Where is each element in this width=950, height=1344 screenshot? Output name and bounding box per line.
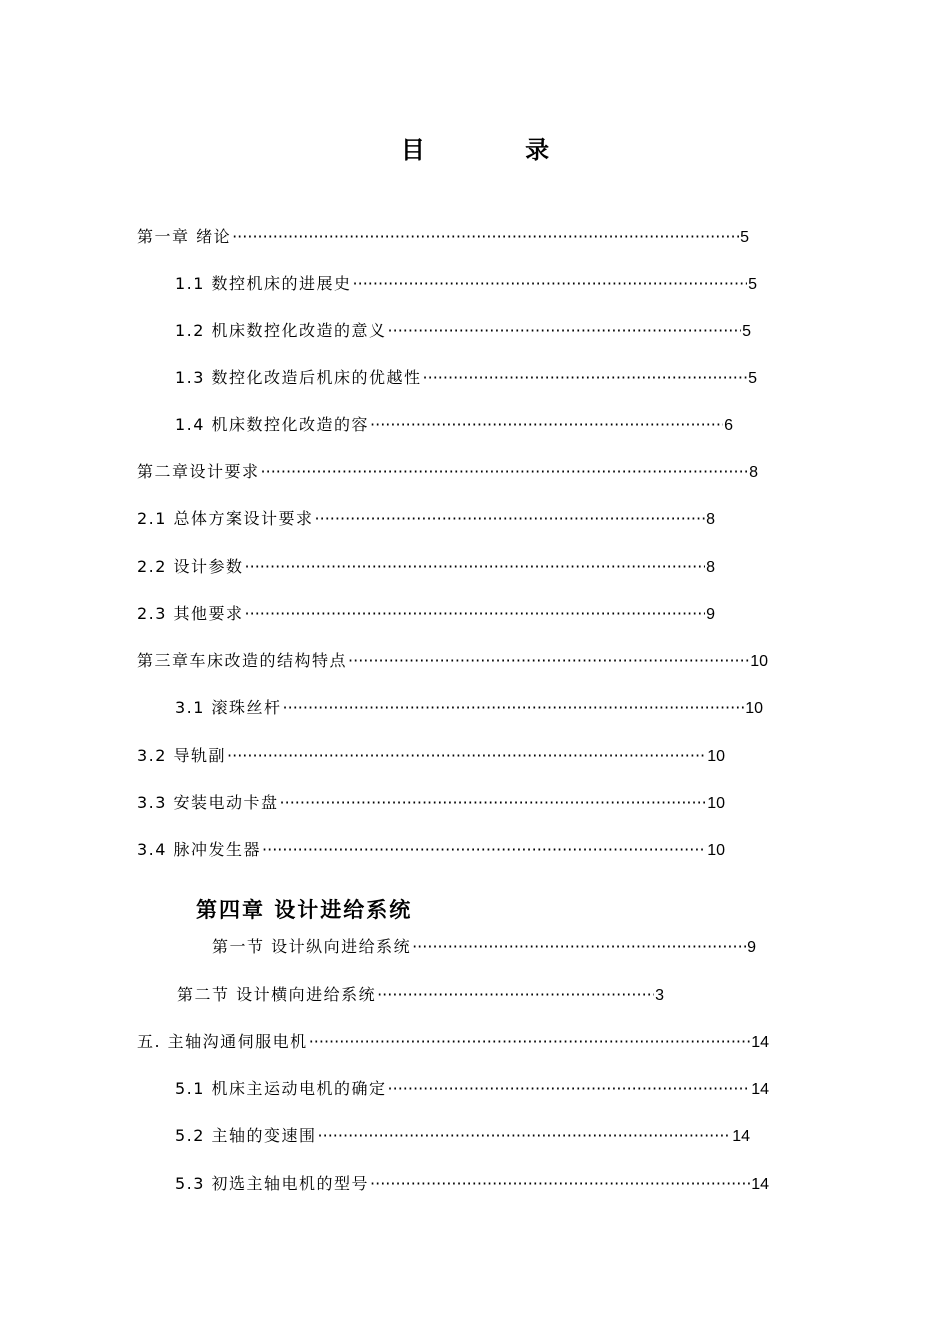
toc-entry-page: 8 <box>706 559 715 576</box>
toc-entry-label: 5.2 主轴的变速围 <box>175 1126 317 1145</box>
toc-entry[interactable] <box>212 935 756 960</box>
leader-dots <box>232 225 739 249</box>
toc-entry-page: 10 <box>750 653 768 670</box>
toc-entry[interactable] <box>175 1124 750 1149</box>
leader-dots <box>318 1124 732 1148</box>
toc-entry[interactable] <box>137 225 749 250</box>
toc-entry-label: 3.3 安装电动卡盘 <box>137 793 279 812</box>
leader-dots <box>245 555 706 579</box>
toc-entry-label: 2.1 总体方案设计要求 <box>137 509 314 528</box>
toc-title: 目 录 <box>400 135 596 164</box>
toc-entry[interactable] <box>137 460 758 485</box>
toc-entry-label: 5.1 机床主运动电机的确定 <box>175 1079 387 1098</box>
leader-dots <box>315 507 706 531</box>
leader-dots <box>283 696 745 720</box>
toc-entry-page: 10 <box>707 748 725 765</box>
toc-entry-label: 1.3 数控化改造后机床的优越性 <box>175 368 422 387</box>
leader-dots <box>388 319 742 343</box>
toc-entry-page: 14 <box>751 1034 769 1051</box>
toc-entry[interactable] <box>175 696 763 721</box>
toc-entry-label: 5.3 初选主轴电机的型号 <box>175 1174 370 1193</box>
toc-entry[interactable] <box>137 1030 769 1055</box>
toc-entry-page: 14 <box>732 1128 750 1145</box>
toc-entry-page: 6 <box>724 417 733 434</box>
leader-dots <box>227 744 706 768</box>
toc-entry[interactable] <box>175 366 757 391</box>
toc-entry-label: 第一章 绪论 <box>137 227 232 246</box>
toc-entry[interactable] <box>137 649 768 674</box>
toc-entry[interactable] <box>175 319 751 344</box>
toc-entry[interactable] <box>175 1077 769 1102</box>
toc-entry[interactable] <box>177 983 664 1008</box>
toc-entry-page: 3 <box>655 987 664 1004</box>
toc-entry-label: 第二章设计要求 <box>137 462 260 481</box>
leader-dots <box>348 649 749 673</box>
toc-entry-label: 1.2 机床数控化改造的意义 <box>175 321 387 340</box>
leader-dots <box>388 1077 751 1101</box>
toc-entry[interactable] <box>175 272 757 297</box>
toc-entry-page: 5 <box>748 276 757 293</box>
toc-entry-page: 8 <box>706 511 715 528</box>
toc-entry-page: 9 <box>747 939 756 956</box>
toc-entry-page: 10 <box>707 842 725 859</box>
leader-dots <box>370 413 723 437</box>
toc-entry-page: 5 <box>740 229 749 246</box>
leader-dots <box>309 1030 751 1054</box>
toc-entry[interactable] <box>137 507 715 532</box>
toc-entry-label: 1.1 数控机床的进展史 <box>175 274 352 293</box>
toc-entry-page: 5 <box>742 323 751 340</box>
toc-entry-label: 2.3 其他要求 <box>137 604 244 623</box>
leader-dots <box>423 366 748 390</box>
toc-entry-label: 3.1 滚珠丝杆 <box>175 698 282 717</box>
toc-entry[interactable] <box>137 602 715 627</box>
toc-entry[interactable] <box>137 744 725 769</box>
toc-entry-page: 10 <box>707 795 725 812</box>
toc-entry-label: 五. 主轴沟通伺服电机 <box>137 1032 308 1051</box>
toc-entry[interactable] <box>137 838 725 863</box>
toc-entry-label: 3.2 导轨副 <box>137 746 227 765</box>
toc-entry[interactable] <box>137 791 725 816</box>
leader-dots <box>261 460 749 484</box>
toc-entry-page: 5 <box>748 370 757 387</box>
toc-entry-label: 第三章车床改造的结构特点 <box>137 651 348 670</box>
toc-entry-label: 2.2 设计参数 <box>137 557 244 576</box>
leader-dots <box>377 983 654 1007</box>
leader-dots <box>370 1172 750 1196</box>
toc-entry-label: 3.4 脉冲发生器 <box>137 840 262 859</box>
toc-entry[interactable] <box>175 1172 769 1197</box>
chapter-heading: 第四章 设计进给系统 <box>196 897 413 922</box>
leader-dots <box>245 602 706 626</box>
toc-entry-page: 14 <box>751 1081 769 1098</box>
toc-entry-label: 第二节 设计横向进给系统 <box>177 985 377 1004</box>
toc-entry[interactable] <box>137 555 715 580</box>
toc-entry-page: 14 <box>751 1176 769 1193</box>
toc-entry[interactable] <box>175 413 733 438</box>
leader-dots <box>412 935 746 959</box>
toc-entry-page: 9 <box>706 606 715 623</box>
leader-dots <box>262 838 706 862</box>
leader-dots <box>353 272 748 296</box>
leader-dots <box>280 791 707 815</box>
toc-entry-page: 8 <box>749 464 758 481</box>
toc-entry-label: 1.4 机床数控化改造的容 <box>175 415 370 434</box>
toc-entry-page: 10 <box>745 700 763 717</box>
toc-entry-label: 第一节 设计纵向进给系统 <box>212 937 412 956</box>
